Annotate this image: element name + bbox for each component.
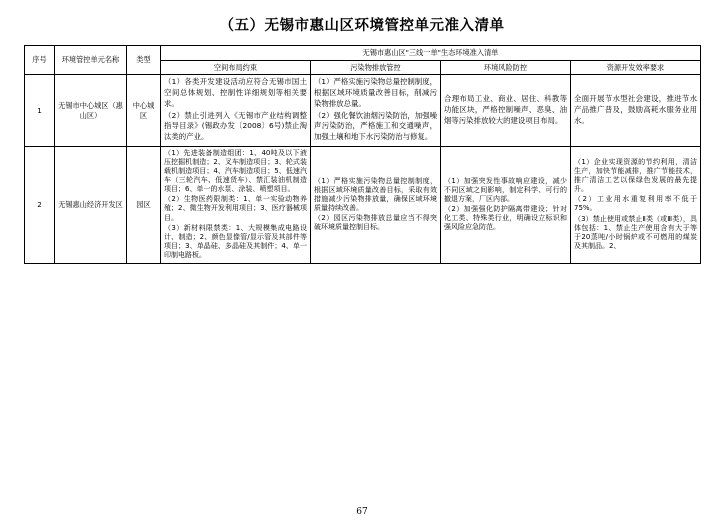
cell-unit-name: 无锡惠山经济开发区	[55, 146, 127, 263]
cell-paragraph: （2）生物医药限制类：1、单一实验动物养殖；2、微生物开发利用项目；3、医疗器械项目。	[164, 195, 307, 222]
column-header-type: 类型	[127, 46, 161, 75]
cell-paragraph: （2）园区污染物排放总量应当不得突破环境质量控制目标。	[314, 214, 437, 232]
cell-risk	[441, 75, 571, 146]
cell-unit-name: 无锡市中心城区（惠山区）	[55, 75, 127, 146]
cell-paragraph: （2）禁止引进列入《无锡市产业结构调整指导目录》(锡政办发〔2008〕6号)禁止淘汰类的产业。	[164, 110, 307, 142]
table-body	[25, 75, 701, 264]
cell-pollutant	[311, 75, 441, 146]
column-header-spatial: 空间布局约束	[161, 60, 311, 75]
table-header-row-1	[25, 46, 701, 61]
cell-risk	[441, 146, 571, 263]
column-header-resource: 资源开发效率要求	[571, 60, 701, 75]
cell-resource	[571, 75, 701, 146]
cell-paragraph: （2）工业用水重复利用率不低于75%。	[574, 195, 697, 213]
column-header-unit-name: 环境管控单元名称	[55, 46, 127, 75]
column-header-pollutant: 污染物排放管控	[311, 60, 441, 75]
cell-paragraph: （2）强化餐饮油烟污染防治，加强噪声污染防治，严格施工和交通噪声，加强土壤和地下水污染防治与修复。	[314, 110, 437, 142]
access-list-table	[24, 45, 701, 264]
column-header-risk: 环境风险防控	[441, 60, 571, 75]
cell-paragraph: （1）各类开发建设活动应符合无锡市国土空间总体规划、控制性详细规划等相关要求。	[164, 77, 307, 108]
table-row	[25, 146, 701, 263]
cell-paragraph: （3）禁止使用或禁止Ⅱ类（或Ⅲ类），具体包括：1、禁止生产使用含有大于等于20蒸吨/小时锅炉或不可燃用的煤炭及其制品。2、	[574, 214, 697, 250]
table-header	[25, 46, 701, 75]
cell-paragraph: （2）加强强化防护隔离带建设；针对化工类、特殊类行业，明确设立标识和强风险应急防范。	[444, 204, 567, 232]
cell-resource	[571, 146, 701, 263]
cell-paragraph: （1）严格实施污染物总量控制制度，根据区域环境质量改善目标，采取有效措施减少污染物排放量，确保区域环境质量持续改善。	[314, 176, 437, 212]
cell-spatial	[161, 75, 311, 146]
cell-paragraph: 全面开展节水型社会建设，推进节水产品推广普及，鼓励高耗水服务业用水。	[574, 94, 697, 125]
cell-type: 中心城区	[127, 75, 161, 146]
cell-pollutant	[311, 146, 441, 263]
column-header-seq: 序号	[25, 46, 55, 75]
cell-spatial	[161, 146, 311, 263]
cell-type: 园区	[127, 146, 161, 263]
cell-paragraph: （1）加强突发性事故响应建设，减少不同区域之间影响，制定科学、可行的撤退方案，厂区内部。	[444, 176, 567, 203]
cell-paragraph: 合理布局工业、商业、居住、科教等功能区块，严格控制噪声、恶臭、油烟等污染排放较大的建设项目布局。	[444, 94, 567, 125]
page-number: 67	[356, 507, 368, 517]
page-title: （五）无锡市惠山区环境管控单元准入清单	[219, 17, 505, 34]
table-row	[25, 75, 701, 146]
cell-seq: 1	[25, 75, 55, 146]
cell-paragraph: （1）企业实现资源的节约利用，清洁生产，加快节能减排，推广节能技术，推广清洁工艺以保绿色发展的最先提升。	[574, 157, 697, 194]
cell-paragraph: （3）新材料限禁类：1、大规模集成电路设计、制造；2、颜色显像管/显示管及其部件等项目；3、单晶硅、多晶硅及其制件；4、单一印制电路板。	[164, 223, 307, 259]
cell-seq: 2	[25, 146, 55, 263]
column-header-group: 无锡市惠山区"三线一单"生态环境准入清单	[161, 46, 701, 61]
cell-paragraph: （1）严格实施污染物总量控制制度，根据区域环境质量改善目标，削减污染物排放总量。	[314, 77, 437, 108]
cell-paragraph: （1）先进装备制造组团：1、40吨及以下液压挖掘机制造；2、叉车制造项目；3、轮式装载机制造项目；4、汽车制造项目；5、低速汽车（三轮汽车、低速货车）、禁汇装油机制造项目；6、单一的水泵、涂装、喷塑项目。	[164, 148, 307, 194]
